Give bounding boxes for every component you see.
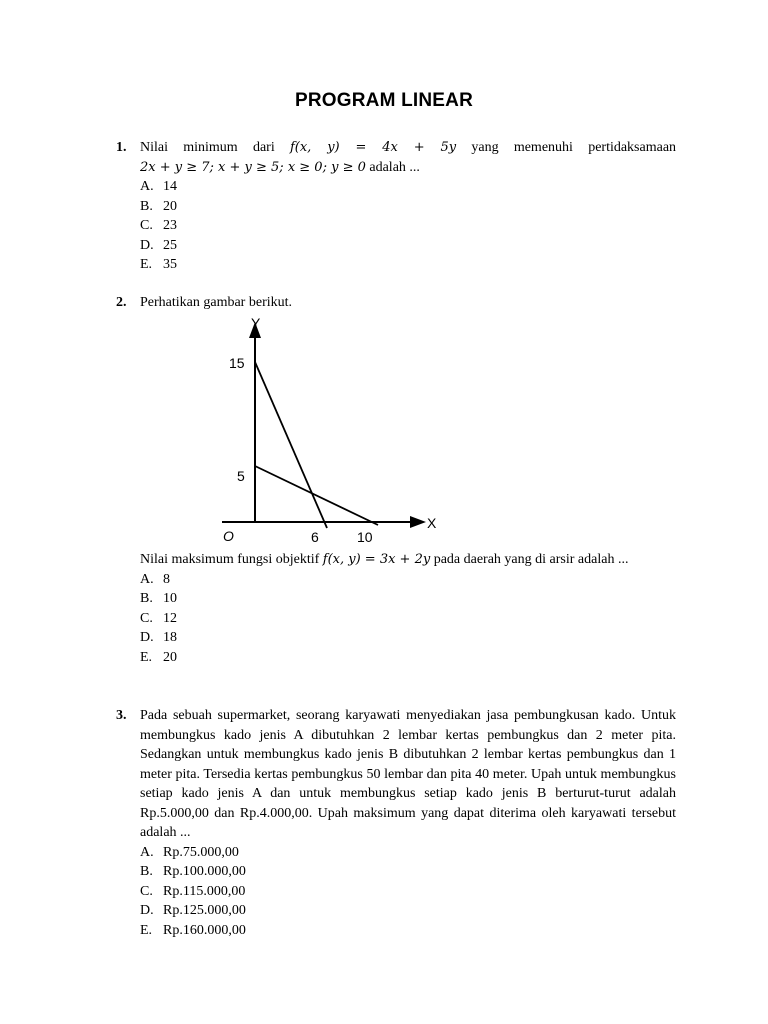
option-b [140,589,676,609]
option-d [140,901,676,921]
question-1 [116,138,676,275]
option-b [140,197,676,217]
option-a [140,570,676,590]
option-letter: C. [140,883,153,899]
option-text: 20 [163,198,177,214]
option-letter: E. [140,922,153,938]
constraints: 2x + y ≥ 7; x + y ≥ 5; x ≥ 0; y ≥ 0 [140,159,366,175]
x-tick-label: 10 [357,529,373,545]
option-text: Rp.75.000,00 [163,844,239,860]
option-text: 14 [163,179,177,194]
option-c [140,609,676,629]
stem-text: pada daerah yang di arsir adalah ... [430,552,629,567]
y-tick-label: 15 [229,355,245,371]
stem-text: Nilai maksimum fungsi objektif [140,552,323,567]
option-letter: E. [140,257,153,272]
option-text: Rp.100.000,00 [163,864,246,879]
x-tick-label: 6 [311,529,319,545]
stem-tail: adalah ... [365,159,420,175]
option-b [140,862,676,882]
option-letter: D. [140,237,154,253]
option-d [140,236,676,256]
objective-function: f(x, y) = 3x + 2y [322,552,431,567]
option-letter: A. [140,844,154,860]
option-letter: D. [140,903,154,918]
option-letter: C. [140,610,153,626]
question-2-stem [116,550,676,667]
stem-word: pertidaksamaan [588,140,677,155]
option-letter: B. [140,591,153,606]
stem-word: Nilai [140,140,168,155]
question-3 [116,706,676,940]
option-e [140,648,676,668]
option-letter: A. [140,571,154,587]
option-a [140,177,676,197]
option-text: Rp.160.000,00 [163,922,246,938]
question-number: 1. [116,140,127,155]
option-text: 35 [163,257,177,272]
y-tick-label: 5 [237,468,245,484]
option-e [140,921,676,941]
option-letter: E. [140,649,153,665]
question-intro: Perhatikan gambar berikut. [140,295,293,310]
x-axis-arrow [410,516,426,528]
option-text: Rp.115.000,00 [163,883,246,899]
question-stem [140,550,676,570]
question-number: 3. [116,708,127,723]
option-letter: B. [140,864,153,879]
option-letter: D. [140,630,154,645]
stem-word: minimum [183,140,238,155]
option-text: 12 [163,610,177,626]
option-letter: B. [140,198,153,214]
question-number: 2. [116,295,127,310]
option-text: Rp.125.000,00 [163,903,246,918]
option-text: 25 [163,237,177,253]
option-text: 18 [163,630,177,645]
x-axis-label: X [427,515,437,531]
question-2 [116,293,676,313]
option-text: 8 [163,571,170,587]
option-c [140,882,676,902]
option-d [140,628,676,648]
stem-word: memenuhi [513,140,573,155]
option-letter: A. [140,179,154,194]
option-text: 10 [163,591,177,606]
option-text: 23 [163,218,177,233]
y-axis-label: Y [251,315,261,331]
question-stem-line-1 [140,138,676,158]
option-e [140,255,676,275]
option-c [140,216,676,236]
page-title: PROGRAM LINEAR [294,90,474,111]
option-text: 20 [163,649,177,665]
stem-word: dari [252,140,275,155]
line-5-10 [255,466,378,525]
question-stem: Pada sebuah supermarket, seorang karyawati menyediakan jasa pembungkusan kado. Untuk membungkus kado jenis A dibutuhkan 2 lembar kertas pembungkus dan 2 meter pita. Sedangkan untuk membungkus kado jenis B dibutuhkan 2 lembar kertas pembungkus dan 1 meter pita. Tersedia kertas pembungkus 50 lembar dan pita 40 meter. Upah untuk membungkus setiap kado jenis A dan untuk membungkus setiap kado jenis B berturut-turut adalah Rp.5.000,00 dan Rp.4.000,00. Upah maksimum yang dapat diterima oleh karyawati tersebut adalah ... [140,708,676,840]
stem-word: yang [471,140,499,155]
objective-function: f(x, y) = 4x + 5y [289,140,457,155]
origin-label: O [223,528,234,544]
option-letter: C. [140,218,153,233]
line-15-6 [255,362,327,528]
option-a [140,843,676,863]
question-stem-line-2 [140,158,676,178]
linear-program-graph [218,312,448,548]
